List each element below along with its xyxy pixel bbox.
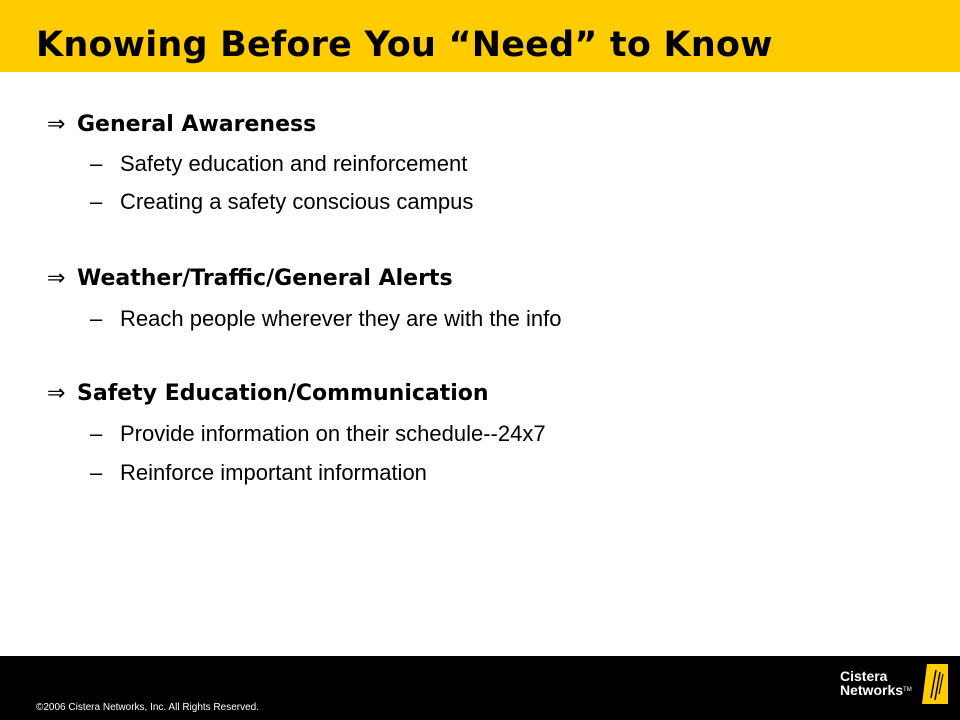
double-arrow-icon: ⇒: [47, 381, 66, 406]
logo-line2-text: Networks: [840, 682, 904, 698]
bullet-general-awareness: [47, 112, 316, 137]
sub-item: [90, 460, 427, 486]
dash-marker: –: [90, 421, 103, 446]
sub-item: [90, 306, 561, 332]
slide-title: Knowing Before You “Need” to Know: [36, 25, 773, 65]
sub-item-text: Safety education and reinforcement: [120, 151, 468, 176]
dash-marker: –: [90, 306, 103, 331]
sub-item-text: Provide information on their schedule--24x7: [120, 421, 546, 446]
sub-item-text: Creating a safety conscious campus: [120, 189, 474, 214]
company-logo: [838, 664, 948, 704]
bullet-weather-alerts: [47, 266, 453, 291]
sub-item-text: Reach people wherever they are with the info: [120, 306, 562, 331]
dash-marker: –: [90, 460, 103, 485]
bullet-heading: Weather/Traffic/General Alerts: [77, 266, 453, 291]
bullet-heading: Safety Education/Communication: [77, 381, 489, 406]
sub-item: [90, 189, 473, 215]
double-arrow-icon: ⇒: [47, 266, 66, 291]
bullet-heading: General Awareness: [77, 112, 317, 137]
double-arrow-icon: ⇒: [47, 112, 66, 137]
dash-marker: –: [90, 151, 103, 176]
logo-line1: Cistera: [840, 668, 888, 684]
sub-item-text: Reinforce important information: [120, 460, 427, 485]
dash-marker: –: [90, 189, 103, 214]
logo-mark-icon: [922, 664, 948, 704]
logo-trademark: TM: [903, 687, 912, 693]
logo-line2: [840, 682, 912, 698]
copyright-text: ©2006 Cistera Networks, Inc. All Rights Reserved.: [36, 702, 260, 713]
sub-item: [90, 151, 467, 177]
bullet-safety-education: [47, 381, 489, 406]
sub-item: [90, 421, 546, 447]
